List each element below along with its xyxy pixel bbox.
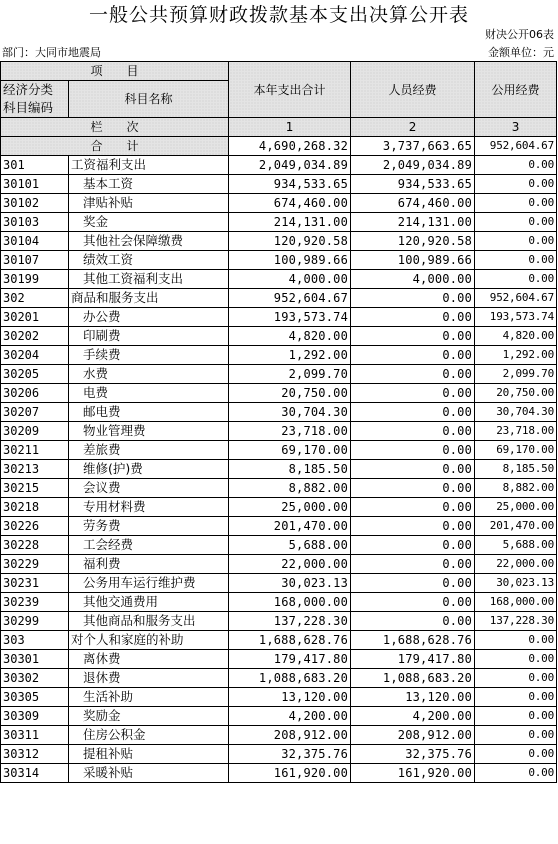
total-label: 合 计 [1, 137, 229, 156]
table-row [1, 270, 557, 289]
personnel-expense-cell: 0.00 [351, 422, 475, 441]
item-name-cell: 其他社会保障缴费 [69, 232, 229, 251]
form-number: 财决公开06表 [485, 28, 554, 41]
table-row [1, 346, 557, 365]
table-row [1, 631, 557, 650]
personnel-expense-cell: 0.00 [351, 289, 475, 308]
item-name-cell: 维修(护)费 [69, 460, 229, 479]
table-row [1, 441, 557, 460]
table-row [1, 403, 557, 422]
personnel-expense-cell: 1,088,683.20 [351, 669, 475, 688]
public-expense-cell: 0.00 [475, 631, 557, 650]
personnel-expense-cell: 208,912.00 [351, 726, 475, 745]
total-expenditure-cell: 193,573.74 [229, 308, 351, 327]
personnel-expense-cell: 4,200.00 [351, 707, 475, 726]
report-title: 一般公共预算财政拨款基本支出决算公开表 [88, 4, 469, 26]
item-name-cell: 工会经费 [69, 536, 229, 555]
total-expenditure-cell: 168,000.00 [229, 593, 351, 612]
personnel-expense-cell: 0.00 [351, 346, 475, 365]
public-expense-cell: 0.00 [475, 194, 557, 213]
total-expenditure-cell: 934,533.65 [229, 175, 351, 194]
public-expense-cell: 30,023.13 [475, 574, 557, 593]
total-expenditure-cell: 952,604.67 [229, 289, 351, 308]
econ-code-cell: 30202 [1, 327, 69, 346]
table-row [1, 650, 557, 669]
personnel-expense-cell: 0.00 [351, 327, 475, 346]
public-expense-cell: 0.00 [475, 745, 557, 764]
public-expense-cell: 20,750.00 [475, 384, 557, 403]
public-expense-cell: 1,292.00 [475, 346, 557, 365]
column-index-3: 3 [475, 118, 557, 137]
personnel-expense-cell: 0.00 [351, 308, 475, 327]
column-index-row [1, 118, 557, 137]
econ-code-header: 经济分类 科目编码 [1, 81, 69, 118]
econ-code-cell: 30201 [1, 308, 69, 327]
total-expenditure-cell: 208,912.00 [229, 726, 351, 745]
total-expenditure-cell: 32,375.76 [229, 745, 351, 764]
total-expenditure-cell: 30,704.30 [229, 403, 351, 422]
total-expenditure-cell: 69,170.00 [229, 441, 351, 460]
total-expenditure-cell: 13,120.00 [229, 688, 351, 707]
table-row [1, 498, 557, 517]
personnel-expense-cell: 0.00 [351, 593, 475, 612]
econ-code-cell: 30309 [1, 707, 69, 726]
department-label: 部门：大同市地震局 [2, 46, 101, 59]
econ-code-cell: 30205 [1, 365, 69, 384]
total-expenditure-cell: 22,000.00 [229, 555, 351, 574]
item-name-cell: 奖金 [69, 213, 229, 232]
total-expenditure-cell: 1,688,628.76 [229, 631, 351, 650]
table-row [1, 289, 557, 308]
item-name-cell: 提租补贴 [69, 745, 229, 764]
econ-code-cell: 30239 [1, 593, 69, 612]
table-row [1, 612, 557, 631]
table-row [1, 764, 557, 783]
table-row [1, 479, 557, 498]
item-name-cell: 办公费 [69, 308, 229, 327]
column-index-2: 2 [351, 118, 475, 137]
public-expense-cell: 2,099.70 [475, 365, 557, 384]
amount-unit-label: 金额单位：元 [488, 46, 554, 59]
item-name-cell: 手续费 [69, 346, 229, 365]
total-expenditure-cell: 100,989.66 [229, 251, 351, 270]
personnel-expense-cell: 2,049,034.89 [351, 156, 475, 175]
table-row [1, 422, 557, 441]
personnel-expense-cell: 0.00 [351, 574, 475, 593]
personnel-expense-cell: 0.00 [351, 555, 475, 574]
personnel-expense-cell: 0.00 [351, 460, 475, 479]
public-expense-cell: 193,573.74 [475, 308, 557, 327]
econ-code-cell: 30229 [1, 555, 69, 574]
item-group-header: 项 目 [1, 62, 229, 81]
public-expense-cell: 137,228.30 [475, 612, 557, 631]
total-expenditure-cell: 25,000.00 [229, 498, 351, 517]
table-row [1, 194, 557, 213]
personnel-expense-cell: 214,131.00 [351, 213, 475, 232]
public-expense-cell: 201,470.00 [475, 517, 557, 536]
item-name-cell: 专用材料费 [69, 498, 229, 517]
item-name-cell: 工资福利支出 [69, 156, 229, 175]
table-row [1, 536, 557, 555]
personnel-expense-cell: 0.00 [351, 498, 475, 517]
personnel-expense-cell: 0.00 [351, 384, 475, 403]
table-row [1, 175, 557, 194]
table-row [1, 726, 557, 745]
item-name-cell: 会议费 [69, 479, 229, 498]
table-row [1, 745, 557, 764]
item-name-cell: 离休费 [69, 650, 229, 669]
econ-code-cell: 30299 [1, 612, 69, 631]
item-name-cell: 其他商品和服务支出 [69, 612, 229, 631]
personnel-expense-cell: 674,460.00 [351, 194, 475, 213]
public-expense-cell: 0.00 [475, 270, 557, 289]
econ-code-cell: 30311 [1, 726, 69, 745]
econ-code-cell: 30103 [1, 213, 69, 232]
public-expense-cell: 0.00 [475, 650, 557, 669]
item-name-cell: 水费 [69, 365, 229, 384]
personnel-expense-header: 人员经费 [351, 62, 475, 118]
public-expense-cell: 0.00 [475, 232, 557, 251]
econ-code-cell: 303 [1, 631, 69, 650]
public-expense-cell: 25,000.00 [475, 498, 557, 517]
public-expense-cell: 0.00 [475, 726, 557, 745]
public-expense-cell: 0.00 [475, 156, 557, 175]
personnel-expense-cell: 1,688,628.76 [351, 631, 475, 650]
econ-code-cell: 30231 [1, 574, 69, 593]
total-expenditure-cell: 4,000.00 [229, 270, 351, 289]
public-expense-cell: 23,718.00 [475, 422, 557, 441]
econ-code-cell: 30207 [1, 403, 69, 422]
total-expenditure-cell: 8,185.50 [229, 460, 351, 479]
public-expense-cell: 8,882.00 [475, 479, 557, 498]
econ-code-cell: 301 [1, 156, 69, 175]
table-row [1, 156, 557, 175]
table-row [1, 308, 557, 327]
econ-code-cell: 30206 [1, 384, 69, 403]
personnel-expense-cell: 934,533.65 [351, 175, 475, 194]
public-expense-cell: 0.00 [475, 213, 557, 232]
item-name-cell: 对个人和家庭的补助 [69, 631, 229, 650]
total-expenditure-cell: 674,460.00 [229, 194, 351, 213]
public-expense-cell: 0.00 [475, 669, 557, 688]
table-row [1, 213, 557, 232]
econ-code-cell: 30104 [1, 232, 69, 251]
item-name-cell: 电费 [69, 384, 229, 403]
econ-code-cell: 30228 [1, 536, 69, 555]
total-personnel-value: 3,737,663.65 [351, 137, 475, 156]
total-expenditure-cell: 1,292.00 [229, 346, 351, 365]
econ-code-cell: 30312 [1, 745, 69, 764]
public-expense-cell: 4,820.00 [475, 327, 557, 346]
personnel-expense-cell: 0.00 [351, 479, 475, 498]
public-expense-cell: 952,604.67 [475, 289, 557, 308]
total-expenditure-cell: 201,470.00 [229, 517, 351, 536]
personnel-expense-cell: 179,417.80 [351, 650, 475, 669]
total-expenditure-cell: 179,417.80 [229, 650, 351, 669]
public-expense-cell: 0.00 [475, 175, 557, 194]
econ-code-cell: 302 [1, 289, 69, 308]
item-name-header: 科目名称 [69, 81, 229, 118]
item-name-cell: 津贴补贴 [69, 194, 229, 213]
table-row [1, 707, 557, 726]
item-name-cell: 其他工资福利支出 [69, 270, 229, 289]
total-expenditure-value: 4,690,268.32 [229, 137, 351, 156]
item-name-cell: 其他交通费用 [69, 593, 229, 612]
total-expenditure-cell: 214,131.00 [229, 213, 351, 232]
personnel-expense-cell: 0.00 [351, 403, 475, 422]
expenditure-table [0, 61, 557, 783]
item-name-cell: 物业管理费 [69, 422, 229, 441]
public-expense-cell: 168,000.00 [475, 593, 557, 612]
personnel-expense-cell: 32,375.76 [351, 745, 475, 764]
total-expenditure-cell: 120,920.58 [229, 232, 351, 251]
item-name-cell: 印刷费 [69, 327, 229, 346]
total-expenditure-cell: 2,099.70 [229, 365, 351, 384]
total-row [1, 137, 557, 156]
table-row [1, 384, 557, 403]
total-expenditure-cell: 1,088,683.20 [229, 669, 351, 688]
econ-code-cell: 30204 [1, 346, 69, 365]
econ-code-cell: 30305 [1, 688, 69, 707]
item-name-cell: 公务用车运行维护费 [69, 574, 229, 593]
item-name-cell: 差旅费 [69, 441, 229, 460]
public-expense-cell: 69,170.00 [475, 441, 557, 460]
table-row [1, 555, 557, 574]
table-row [1, 232, 557, 251]
item-name-cell: 采暖补贴 [69, 764, 229, 783]
total-public-value: 952,604.67 [475, 137, 557, 156]
econ-code-cell: 30107 [1, 251, 69, 270]
public-expense-cell: 0.00 [475, 707, 557, 726]
item-name-cell: 商品和服务支出 [69, 289, 229, 308]
total-expenditure-cell: 30,023.13 [229, 574, 351, 593]
econ-code-cell: 30301 [1, 650, 69, 669]
table-row [1, 251, 557, 270]
table-row [1, 327, 557, 346]
item-name-cell: 绩效工资 [69, 251, 229, 270]
personnel-expense-cell: 0.00 [351, 612, 475, 631]
econ-code-cell: 30226 [1, 517, 69, 536]
column-index-1: 1 [229, 118, 351, 137]
item-name-cell: 生活补助 [69, 688, 229, 707]
personnel-expense-cell: 0.00 [351, 441, 475, 460]
item-name-cell: 劳务费 [69, 517, 229, 536]
column-index-label: 栏 次 [1, 118, 229, 137]
econ-code-cell: 30102 [1, 194, 69, 213]
personnel-expense-cell: 0.00 [351, 365, 475, 384]
table-row [1, 688, 557, 707]
item-name-cell: 邮电费 [69, 403, 229, 422]
item-name-cell: 退休费 [69, 669, 229, 688]
table-row [1, 460, 557, 479]
public-expense-header: 公用经费 [475, 62, 557, 118]
econ-code-cell: 30211 [1, 441, 69, 460]
econ-code-cell: 30302 [1, 669, 69, 688]
item-name-cell: 奖励金 [69, 707, 229, 726]
econ-code-cell: 30218 [1, 498, 69, 517]
total-expenditure-cell: 4,820.00 [229, 327, 351, 346]
total-expenditure-cell: 23,718.00 [229, 422, 351, 441]
personnel-expense-cell: 4,000.00 [351, 270, 475, 289]
total-expenditure-cell: 4,200.00 [229, 707, 351, 726]
personnel-expense-cell: 13,120.00 [351, 688, 475, 707]
total-expenditure-cell: 8,882.00 [229, 479, 351, 498]
public-expense-cell: 0.00 [475, 688, 557, 707]
public-expense-cell: 8,185.50 [475, 460, 557, 479]
header-row-item [1, 62, 557, 81]
econ-code-cell: 30314 [1, 764, 69, 783]
econ-code-cell: 30213 [1, 460, 69, 479]
total-expenditure-cell: 137,228.30 [229, 612, 351, 631]
item-name-cell: 基本工资 [69, 175, 229, 194]
econ-code-cell: 30199 [1, 270, 69, 289]
total-expenditure-cell: 5,688.00 [229, 536, 351, 555]
personnel-expense-cell: 100,989.66 [351, 251, 475, 270]
personnel-expense-cell: 120,920.58 [351, 232, 475, 251]
total-expenditure-header: 本年支出合计 [229, 62, 351, 118]
public-expense-cell: 0.00 [475, 764, 557, 783]
econ-code-cell: 30209 [1, 422, 69, 441]
public-expense-cell: 22,000.00 [475, 555, 557, 574]
table-row [1, 593, 557, 612]
personnel-expense-cell: 0.00 [351, 536, 475, 555]
public-expense-cell: 0.00 [475, 251, 557, 270]
table-row [1, 574, 557, 593]
total-expenditure-cell: 161,920.00 [229, 764, 351, 783]
personnel-expense-cell: 0.00 [351, 517, 475, 536]
table-row [1, 669, 557, 688]
total-expenditure-cell: 2,049,034.89 [229, 156, 351, 175]
total-expenditure-cell: 20,750.00 [229, 384, 351, 403]
public-expense-cell: 30,704.30 [475, 403, 557, 422]
personnel-expense-cell: 161,920.00 [351, 764, 475, 783]
item-name-cell: 福利费 [69, 555, 229, 574]
table-row [1, 517, 557, 536]
item-name-cell: 住房公积金 [69, 726, 229, 745]
public-expense-cell: 5,688.00 [475, 536, 557, 555]
table-row [1, 365, 557, 384]
econ-code-cell: 30101 [1, 175, 69, 194]
econ-code-cell: 30215 [1, 479, 69, 498]
